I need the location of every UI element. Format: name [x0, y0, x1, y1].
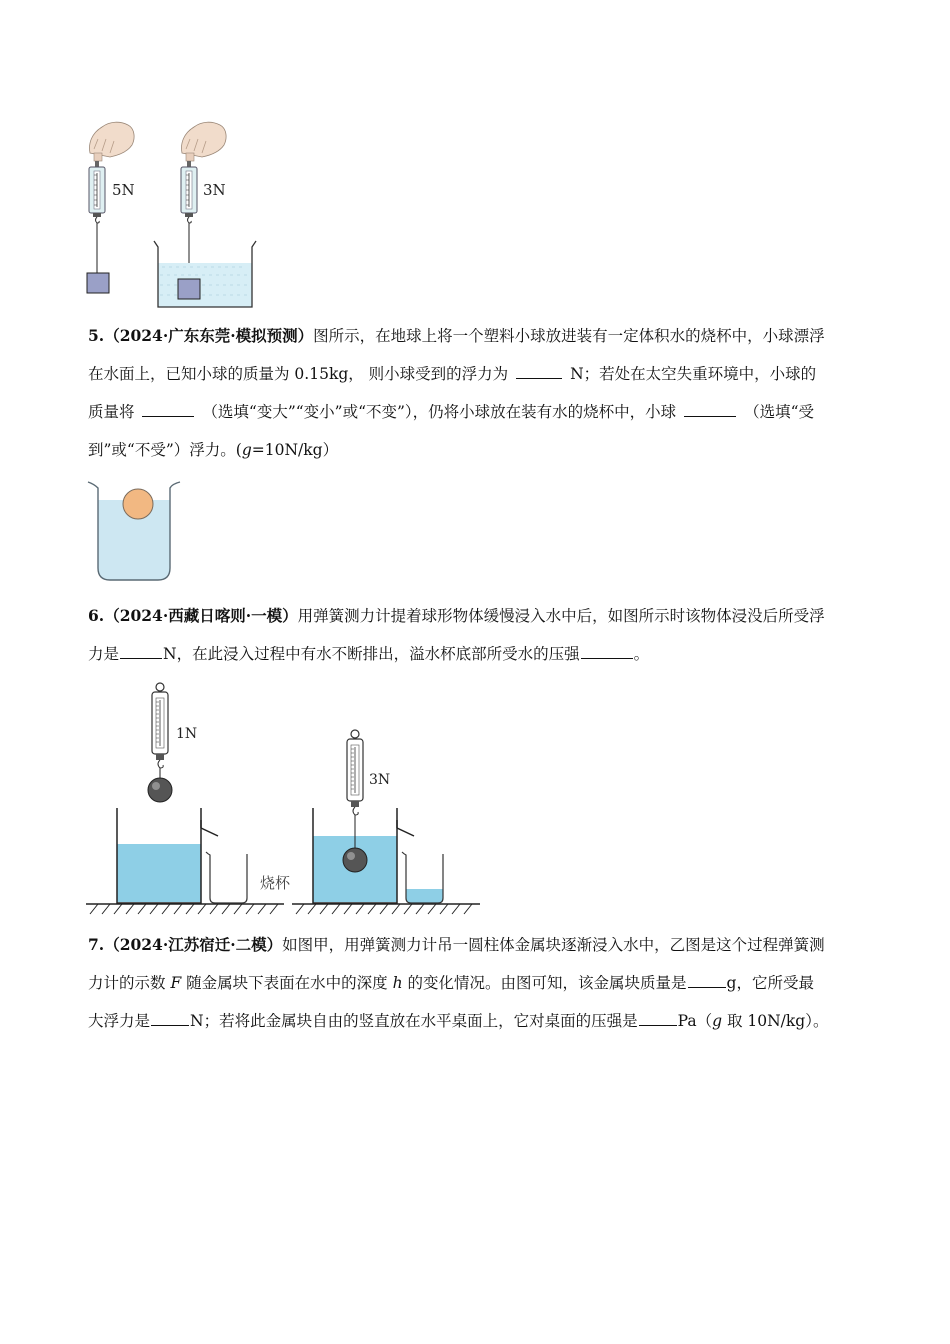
q6-text-2c: 。	[633, 645, 650, 663]
q6-line-2	[88, 644, 649, 664]
q5-number: 5.	[88, 326, 105, 345]
q7-var-F: F	[170, 974, 182, 992]
figure-overflow-cups	[84, 676, 484, 916]
q5-text-4b: =10N/kg）	[251, 441, 339, 459]
q7-line-1	[88, 935, 825, 955]
q7-text-2d: g，它所受最	[726, 974, 814, 992]
q7-text-2b: 随金属块下表面在水中的深度	[186, 974, 388, 992]
q7-text-2c: 的变化情况。由图可知，该金属块质量是	[407, 974, 687, 992]
q5-text-3a: 质量将	[88, 403, 135, 421]
hand-icon-right	[182, 122, 227, 161]
scale-label-right: 3N	[203, 181, 226, 199]
beaker-left-empty	[206, 852, 247, 903]
q6-answer-blank-pressure[interactable]	[581, 644, 633, 659]
q5-text-3b: （选填“变大”“变小”或“不变”），仍将小球放在装有水的烧杯中，小球	[202, 403, 677, 421]
hand-icon-left	[90, 122, 135, 161]
spring-scale-left	[87, 161, 109, 293]
q7-line-3	[88, 1011, 828, 1031]
q7-text-3c: Pa（	[677, 1012, 713, 1030]
spring-scale-left-1n	[148, 683, 172, 802]
q5-answer-blank-mass[interactable]	[142, 402, 194, 417]
figure-floating-ball-beaker	[84, 478, 184, 584]
q6-source: （2024·西藏日喀则·一模）	[104, 606, 298, 625]
beaker-label: 烧杯	[260, 874, 291, 892]
beaker-right-with-water	[402, 852, 443, 903]
q5-text-3c: （选填“受	[744, 403, 814, 421]
q6-answer-blank-buoyancy[interactable]	[120, 644, 162, 659]
q7-var-h: h	[392, 974, 403, 992]
q5-line-3	[88, 402, 814, 422]
q7-text-3d: 取 10N/kg）。	[726, 1012, 829, 1030]
q7-source: （2024·江苏宿迁·二模）	[104, 935, 283, 954]
q5-text-2b: N；若处在太空失重环境中，小球的	[570, 365, 817, 383]
q5-source: （2024·广东东莞·模拟预测）	[104, 326, 314, 345]
q7-answer-blank-pressure[interactable]	[639, 1011, 677, 1026]
overflow-cup-left	[117, 808, 218, 903]
scale-label-left: 5N	[112, 181, 135, 199]
q7-answer-blank-max-buoyancy[interactable]	[151, 1011, 189, 1026]
q7-text-1: 如图甲，用弹簧测力计吊一圆柱体金属块逐渐浸入水中，乙图是这个过程弹簧测	[282, 936, 825, 954]
q7-var-g: g	[712, 1012, 723, 1030]
q5-answer-blank-buoyancy-space[interactable]	[684, 402, 736, 417]
spring-scale-right	[181, 161, 197, 279]
q5-text-2a: 在水面上，已知小球的质量为 0.15kg， 则小球受到的浮力为	[88, 365, 509, 383]
q5-var-g: g	[241, 441, 252, 459]
q5-answer-blank-buoyancy[interactable]	[516, 364, 562, 379]
q7-answer-blank-mass[interactable]	[688, 973, 726, 988]
q6-text-2b: N，在此浸入过程中有水不断排出，溢水杯底部所受水的压强	[163, 645, 580, 663]
q7-text-3a: 大浮力是	[88, 1012, 151, 1030]
q5-text-1: 图所示，在地球上将一个塑料小球放进装有一定体积水的烧杯中，小球漂浮	[313, 327, 825, 345]
q5-line-2	[88, 364, 816, 384]
beaker-with-water	[154, 241, 256, 307]
scale-label-3n: 3N	[369, 772, 391, 788]
q6-text-1: 用弹簧测力计提着球形物体缓慢浸入水中后，如图所示时该物体浸没后所受浮	[297, 607, 825, 625]
q7-line-2	[88, 973, 814, 993]
q7-text-3b: N；若将此金属块自由的竖直放在水平桌面上，它对桌面的压强是	[190, 1012, 638, 1030]
figure-spring-scales-5n-3n	[80, 115, 260, 315]
spring-scale-right-3n	[347, 730, 363, 815]
overflow-cup-right	[313, 808, 414, 903]
q7-text-2a: 力计的示数	[88, 974, 166, 992]
q5-line-4	[88, 440, 338, 460]
q5-text-4a: 到”或“不受”）浮力。(	[88, 441, 242, 459]
scale-label-1n: 1N	[176, 726, 198, 742]
q6-text-2a: 力是	[88, 645, 120, 663]
q6-number: 6.	[88, 606, 105, 625]
q7-number: 7.	[88, 935, 105, 954]
q5-line-1	[88, 326, 825, 346]
q6-line-1	[88, 606, 825, 626]
